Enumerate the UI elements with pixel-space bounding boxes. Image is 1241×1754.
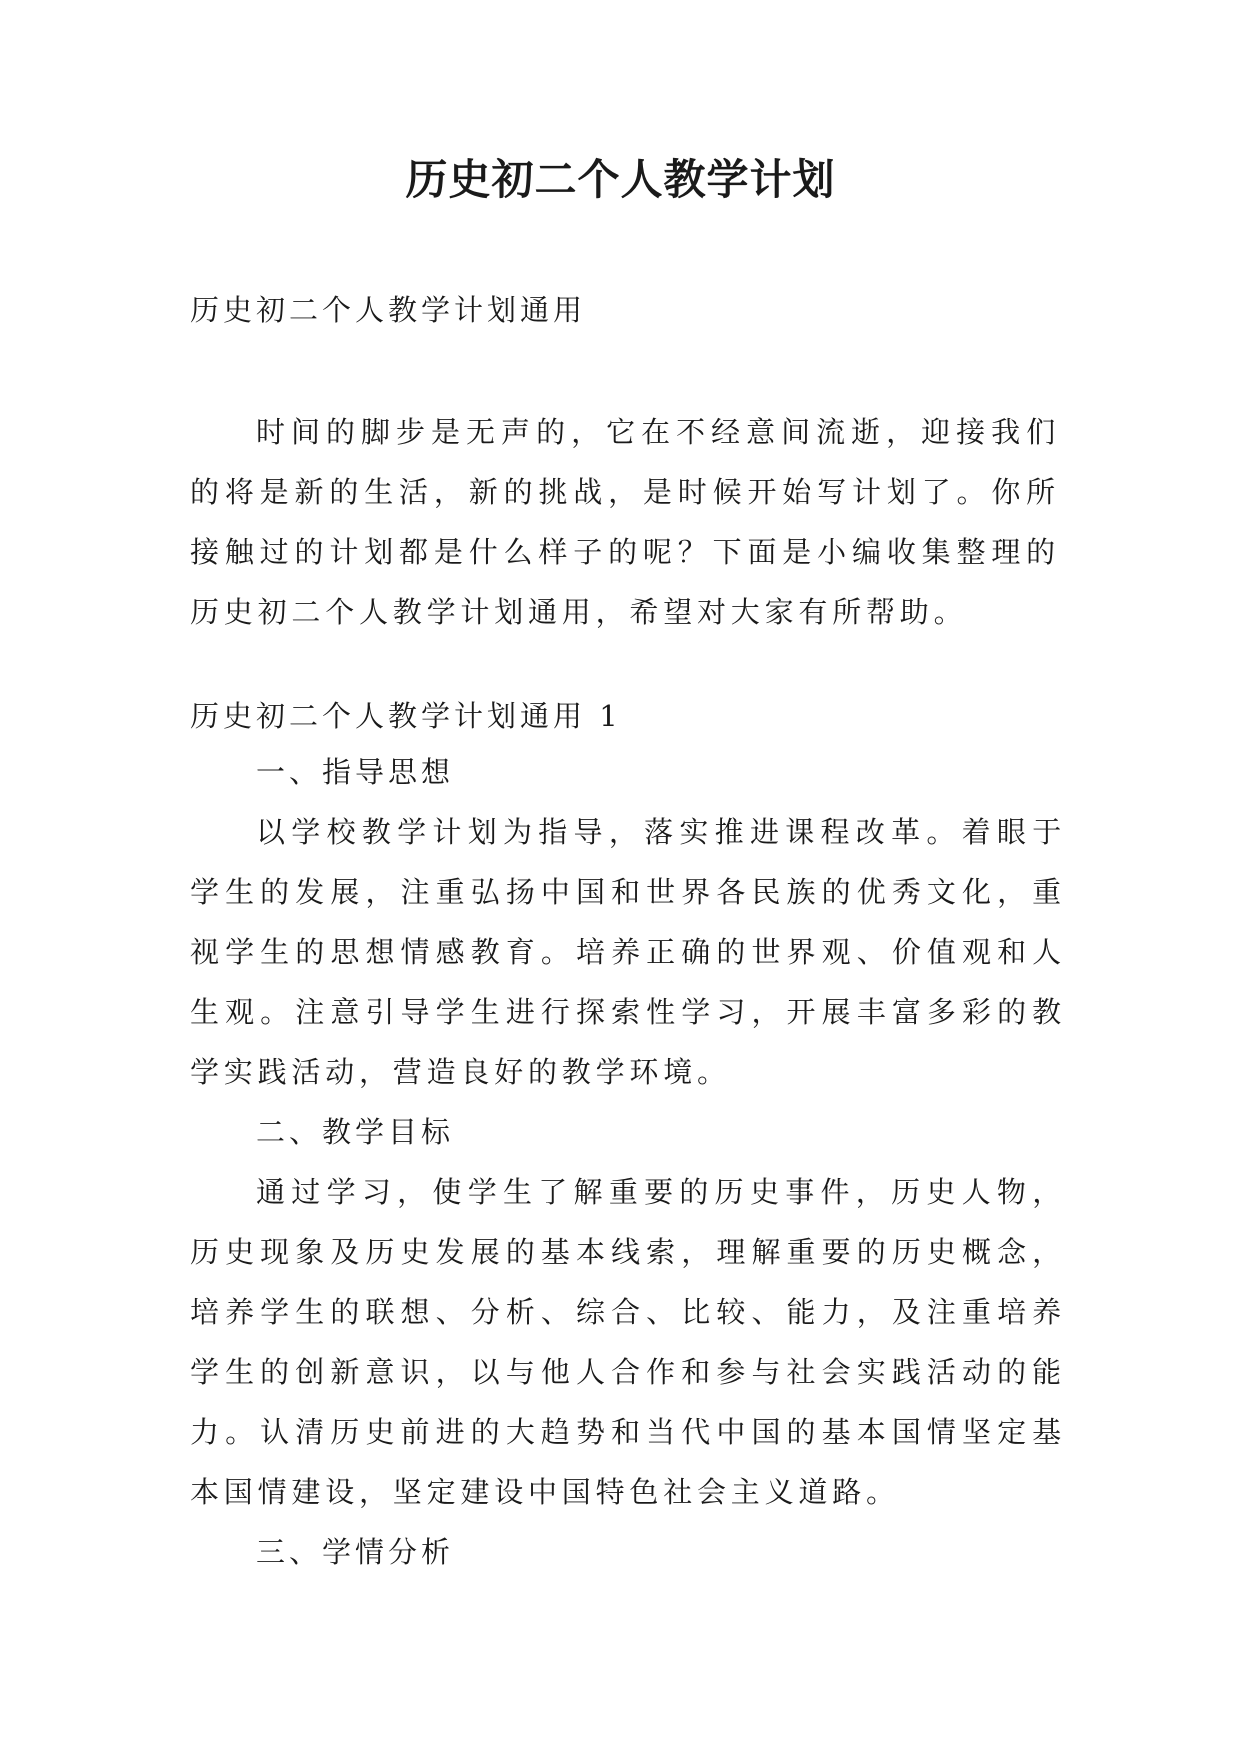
paragraph-guiding-ideology: 以学校教学计划为指导，落实推进课程改革。着眼于学生的发展，注重弘扬中国和世界各民族的优秀文化，重视学生的思想情感教育。培养正确的世界观、价值观和人生观。注意引导学生进行探索性学习，开展丰富多彩的教学实践活动，营造良好的教学环境。 (190, 815, 1066, 1089)
paragraph-teaching-goals: 通过学习，使学生了解重要的历史事件，历史人物，历史现象及历史发展的基本线索，理解重要的历史概念，培养学生的联想、分析、综合、比较、能力，及注重培养学生的创新意识，以与他人合作和参与社会实践活动的能力。认清历史前进的大趋势和当代中国的基本国情坚定基本国情建设，坚定建设中国特色社会主义道路。 (190, 1175, 1066, 1509)
heading-student-analysis: 三、学情分析 (256, 1535, 455, 1569)
heading-guiding-ideology: 一、指导思想 (256, 755, 455, 789)
intro-paragraph: 时间的脚步是无声的，它在不经意间流逝，迎接我们的将是新的生活，新的挑战，是时候开始写计划了。你所接触过的计划都是什么样子的呢？下面是小编收集整理的历史初二个人教学计划通用，希望对大家有所帮助。 (190, 415, 1060, 629)
section-title: 历史初二个人教学计划通用 1 (190, 699, 622, 733)
document-subtitle: 历史初二个人教学计划通用 (190, 293, 587, 327)
section-body (190, 742, 1066, 1582)
heading-teaching-goals: 二、教学目标 (256, 1115, 455, 1149)
document-title: 历史初二个人教学计划 (405, 155, 836, 204)
